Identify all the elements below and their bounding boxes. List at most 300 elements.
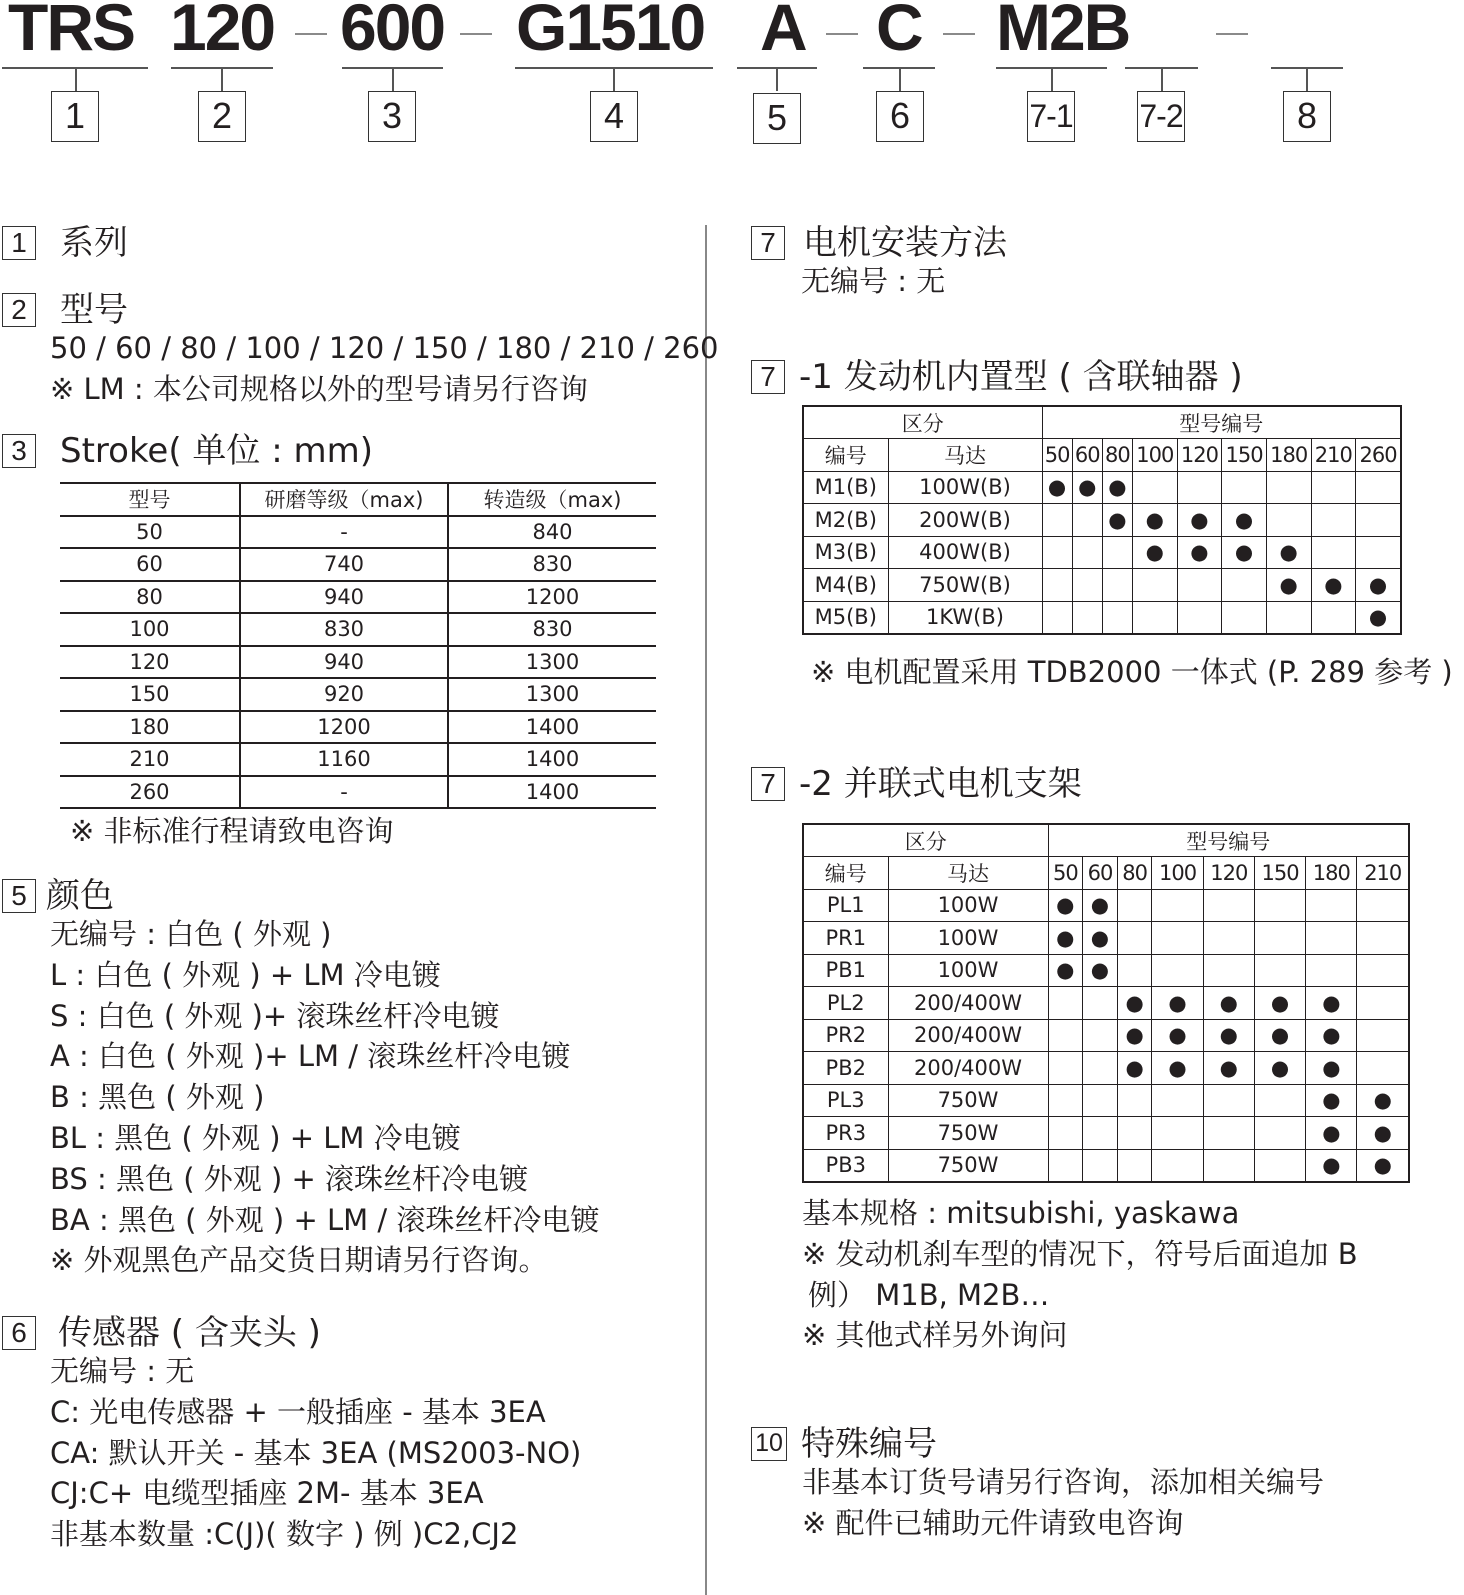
compatibility-cell bbox=[1072, 504, 1102, 537]
row-motor: 200W(B) bbox=[888, 504, 1042, 537]
compatible-dot: ● bbox=[1168, 1023, 1187, 1048]
compatible-dot: ● bbox=[1322, 1120, 1341, 1145]
sensor-option: CA: 默认开关 - 基本 3EA (MS2003-NO) bbox=[50, 1435, 582, 1470]
stroke-table bbox=[60, 482, 656, 809]
table-row bbox=[803, 922, 1409, 955]
compatibility-cell bbox=[1152, 922, 1203, 955]
compatible-dot: ● bbox=[1322, 1153, 1341, 1177]
compatibility-cell bbox=[1083, 987, 1118, 1020]
section-number-box: 7 bbox=[751, 767, 785, 801]
compatibility-cell bbox=[1357, 1019, 1409, 1052]
sensor-options-list bbox=[50, 1351, 581, 1555]
table-row bbox=[803, 536, 1401, 569]
row-motor: 1KW(B) bbox=[888, 601, 1042, 634]
table-cell: 740 bbox=[240, 548, 448, 581]
compatible-dot: ● bbox=[1090, 893, 1110, 918]
compatibility-cell bbox=[1254, 922, 1305, 955]
compatibility-cell bbox=[1132, 471, 1177, 504]
table-cell: 920 bbox=[240, 678, 448, 711]
compatibility-cell bbox=[1152, 1019, 1203, 1052]
compatibility-cell bbox=[1356, 504, 1401, 537]
table-header-row bbox=[803, 857, 1409, 890]
compatible-dot: ● bbox=[1145, 507, 1164, 532]
compatibility-cell bbox=[1083, 1117, 1118, 1150]
compatibility-cell bbox=[1254, 1117, 1305, 1150]
row-code: PL3 bbox=[803, 1084, 888, 1117]
compatibility-cell bbox=[1306, 987, 1357, 1020]
compatibility-cell bbox=[1102, 471, 1132, 504]
compatibility-cell bbox=[1356, 471, 1401, 504]
compatibility-cell bbox=[1356, 536, 1401, 569]
compatibility-cell bbox=[1083, 889, 1118, 922]
motor-parallel-note: ※ 其他式样另外询问 bbox=[802, 1318, 1068, 1353]
compatibility-cell bbox=[1102, 536, 1132, 569]
table-cell: 210 bbox=[60, 743, 240, 776]
compatibility-cell bbox=[1254, 1084, 1305, 1117]
table-row bbox=[803, 889, 1409, 922]
row-code: PL1 bbox=[803, 889, 888, 922]
table-row bbox=[60, 646, 656, 679]
sensor-option: CJ:C+ 电缆型插座 2M- 基本 3EA bbox=[50, 1476, 484, 1511]
color-option: A : 白色 ( 外观 )+ LM / 滚珠丝杆冷电镀 bbox=[50, 1039, 571, 1074]
compatibility-cell bbox=[1357, 987, 1409, 1020]
row-code: PB1 bbox=[803, 954, 888, 987]
table-row bbox=[60, 613, 656, 646]
compatible-dot: ● bbox=[1078, 475, 1097, 500]
row-motor: 100W bbox=[888, 922, 1048, 955]
compatible-dot: ● bbox=[1368, 572, 1388, 597]
code-position-box-4: 4 bbox=[590, 91, 638, 142]
compatible-dot: ● bbox=[1322, 1055, 1341, 1080]
color-option: BL : 黑色 ( 外观 ) + LM 冷电镀 bbox=[50, 1120, 461, 1155]
compatibility-cell bbox=[1222, 471, 1267, 504]
compatibility-cell bbox=[1048, 954, 1083, 987]
compatibility-cell bbox=[1306, 1019, 1357, 1052]
row-motor: 200/400W bbox=[888, 987, 1048, 1020]
compatibility-cell bbox=[1254, 889, 1305, 922]
compatible-dot: ● bbox=[1056, 893, 1075, 918]
table-cell: 50 bbox=[60, 516, 240, 549]
compatible-dot: ● bbox=[1373, 1088, 1392, 1113]
compatible-dot: ● bbox=[1322, 990, 1341, 1015]
compatibility-cell bbox=[1048, 1149, 1083, 1182]
compatible-dot: ● bbox=[1219, 1055, 1238, 1080]
compatibility-cell bbox=[1177, 569, 1222, 602]
compatibility-cell bbox=[1203, 1019, 1254, 1052]
compatible-dot: ● bbox=[1373, 1120, 1392, 1145]
compatibility-cell bbox=[1083, 922, 1118, 955]
separator-dash bbox=[826, 33, 858, 35]
column-header-code: 编号 bbox=[803, 439, 888, 472]
motor-mount-default: 无编号 : 无 bbox=[801, 264, 946, 298]
compatible-dot: ● bbox=[1090, 958, 1110, 983]
compatibility-cell bbox=[1117, 889, 1152, 922]
compatibility-cell bbox=[1306, 1052, 1357, 1085]
compatible-dot: ● bbox=[1108, 475, 1127, 500]
section-title: 颜色 bbox=[46, 876, 114, 916]
table-row bbox=[60, 516, 656, 549]
section-number-box: 7 bbox=[751, 360, 785, 394]
connector-line bbox=[1161, 69, 1163, 91]
compatible-dot: ● bbox=[1368, 605, 1388, 629]
table-row bbox=[60, 711, 656, 744]
compatible-dot: ● bbox=[1090, 925, 1110, 950]
color-options-list bbox=[50, 914, 599, 1281]
table-row bbox=[60, 743, 656, 776]
compatible-dot: ● bbox=[1234, 540, 1254, 565]
compatibility-cell bbox=[1306, 889, 1357, 922]
row-motor: 100W bbox=[888, 954, 1048, 987]
color-option: S : 白色 ( 外观 )+ 滚珠丝杆冷电镀 bbox=[50, 998, 500, 1033]
color-option: L : 白色 ( 外观 ) + LM 冷电镀 bbox=[50, 957, 441, 992]
row-code: M4(B) bbox=[803, 569, 888, 602]
color-option: 无编号 : 白色 ( 外观 ) bbox=[50, 917, 332, 951]
table-cell: 1200 bbox=[448, 581, 656, 614]
compatible-dot: ● bbox=[1125, 1023, 1144, 1048]
row-motor: 200/400W bbox=[888, 1019, 1048, 1052]
compatibility-cell bbox=[1266, 504, 1311, 537]
table-cell: 1400 bbox=[448, 711, 656, 744]
column-header: 型号 bbox=[60, 483, 240, 516]
table-row bbox=[803, 1019, 1409, 1052]
compatibility-cell bbox=[1072, 471, 1102, 504]
compatibility-cell bbox=[1152, 1149, 1203, 1182]
compatibility-cell bbox=[1203, 1117, 1254, 1150]
compatibility-cell bbox=[1072, 536, 1102, 569]
compatible-dot: ● bbox=[1270, 990, 1290, 1015]
row-motor: 750W bbox=[888, 1084, 1048, 1117]
compatibility-cell bbox=[1266, 536, 1311, 569]
compatibility-cell bbox=[1357, 954, 1409, 987]
compatibility-cell bbox=[1254, 954, 1305, 987]
compatible-dot: ● bbox=[1190, 507, 1209, 532]
compatible-dot: ● bbox=[1047, 475, 1067, 500]
row-code: PB3 bbox=[803, 1149, 888, 1182]
sensor-option: C: 光电传感器 + 一般插座 - 基本 3EA bbox=[50, 1394, 546, 1429]
compatibility-cell bbox=[1042, 471, 1072, 504]
compatible-dot: ● bbox=[1168, 990, 1187, 1015]
compatibility-cell bbox=[1357, 1117, 1409, 1150]
compatibility-cell bbox=[1072, 569, 1102, 602]
section-motor-mount-heading bbox=[751, 223, 1007, 263]
compatibility-cell bbox=[1203, 954, 1254, 987]
compatibility-cell bbox=[1203, 1052, 1254, 1085]
compatibility-cell bbox=[1306, 1084, 1357, 1117]
compatible-dot: ● bbox=[1056, 925, 1075, 950]
table-cell: 840 bbox=[448, 516, 656, 549]
table-cell: 1300 bbox=[448, 678, 656, 711]
compatibility-cell bbox=[1306, 1149, 1357, 1182]
table-header-row bbox=[803, 439, 1401, 472]
row-motor: 750W(B) bbox=[888, 569, 1042, 602]
column-header-code: 编号 bbox=[803, 857, 888, 890]
compatibility-cell bbox=[1254, 987, 1305, 1020]
table-cell: 940 bbox=[240, 581, 448, 614]
separator-dash bbox=[460, 33, 492, 35]
special-code-line: 非基本订货号请另行咨询，添加相关编号 bbox=[802, 1465, 1325, 1499]
compatibility-cell bbox=[1222, 601, 1267, 634]
motor-builtin-note: ※ 电机配置采用 TDB2000 一体式 (P. 289 参考 ) bbox=[811, 655, 1453, 689]
model-list: 50 / 60 / 80 / 100 / 120 / 150 / 180 / 210 / 260 bbox=[50, 331, 719, 365]
row-motor: 100W(B) bbox=[888, 471, 1042, 504]
group-header-model-code: 型号编号 bbox=[1048, 824, 1409, 857]
code-position-box-2: 2 bbox=[198, 91, 246, 142]
section-number-box: 10 bbox=[751, 1427, 787, 1461]
code-segment-motor: M2B bbox=[996, 0, 1130, 64]
section-motor-builtin-heading bbox=[751, 357, 1243, 397]
compatibility-cell bbox=[1254, 1052, 1305, 1085]
compatibility-cell bbox=[1083, 1149, 1118, 1182]
code-segment-lead: G1510 bbox=[516, 0, 705, 64]
compatibility-cell bbox=[1132, 504, 1177, 537]
table-row bbox=[803, 569, 1401, 602]
column-header-model: 100 bbox=[1152, 857, 1203, 890]
motor-builtin-table bbox=[802, 405, 1402, 635]
compatibility-cell bbox=[1306, 1117, 1357, 1150]
column-header-motor: 马达 bbox=[888, 439, 1042, 472]
code-position-box-5: 5 bbox=[753, 93, 801, 144]
row-code: M3(B) bbox=[803, 536, 888, 569]
column-header-model: 180 bbox=[1266, 439, 1311, 472]
compatibility-cell bbox=[1132, 536, 1177, 569]
sensor-option: 无编号 : 无 bbox=[50, 1354, 195, 1388]
compatible-dot: ● bbox=[1168, 1055, 1187, 1080]
compatible-dot: ● bbox=[1322, 1088, 1341, 1113]
row-motor: 100W bbox=[888, 889, 1048, 922]
compatibility-cell bbox=[1203, 987, 1254, 1020]
color-option: BS : 黑色 ( 外观 ) + 滚珠丝杆冷电镀 bbox=[50, 1161, 529, 1196]
compatibility-cell bbox=[1177, 601, 1222, 634]
compatibility-cell bbox=[1311, 504, 1356, 537]
table-cell: 830 bbox=[240, 613, 448, 646]
section-number-box: 1 bbox=[2, 226, 36, 260]
connector-line bbox=[1051, 69, 1053, 91]
section-title: 系列 bbox=[60, 223, 128, 263]
table-header-row bbox=[60, 483, 656, 516]
separator-dash bbox=[943, 33, 975, 35]
code-segment-color: A bbox=[760, 0, 806, 64]
compatibility-cell bbox=[1266, 569, 1311, 602]
compatible-dot: ● bbox=[1234, 507, 1254, 532]
table-cell: 100 bbox=[60, 613, 240, 646]
connector-line bbox=[75, 69, 77, 91]
compatibility-cell bbox=[1152, 1117, 1203, 1150]
model-note: ※ LM : 本公司规格以外的型号请另行咨询 bbox=[50, 372, 588, 406]
row-code: PR1 bbox=[803, 922, 888, 955]
column-header-motor: 马达 bbox=[888, 857, 1048, 890]
connector-line bbox=[221, 69, 223, 91]
connector-line bbox=[1306, 69, 1308, 91]
code-position-box-7-1: 7-1 bbox=[1027, 91, 1075, 142]
section-title: 型号 bbox=[60, 290, 128, 330]
code-segment-sensor: C bbox=[876, 0, 922, 64]
compatible-dot: ● bbox=[1279, 540, 1298, 565]
section-special-code-heading bbox=[751, 1424, 937, 1464]
color-note: ※ 外观黑色产品交货日期请另行咨询。 bbox=[50, 1243, 548, 1278]
compatibility-cell bbox=[1311, 471, 1356, 504]
section-number-box: 6 bbox=[2, 1316, 36, 1350]
code-position-box-1: 1 bbox=[51, 91, 99, 142]
stroke-note: ※ 非标准行程请致电咨询 bbox=[70, 814, 394, 848]
compatible-dot: ● bbox=[1373, 1153, 1392, 1177]
compatibility-cell bbox=[1048, 922, 1083, 955]
compatibility-cell bbox=[1048, 987, 1083, 1020]
compatibility-cell bbox=[1152, 889, 1203, 922]
section-title: -2 并联式电机支架 bbox=[799, 764, 1082, 804]
compatibility-cell bbox=[1152, 987, 1203, 1020]
column-header-model: 60 bbox=[1072, 439, 1102, 472]
compatibility-cell bbox=[1203, 889, 1254, 922]
compatible-dot: ● bbox=[1219, 1023, 1238, 1048]
special-code-lines bbox=[802, 1462, 1324, 1544]
compatibility-cell bbox=[1177, 504, 1222, 537]
motor-parallel-note: 例） M1B, M2B… bbox=[808, 1277, 1050, 1312]
compatibility-cell bbox=[1117, 987, 1152, 1020]
compatibility-cell bbox=[1102, 504, 1132, 537]
special-code-line: ※ 配件已辅助元件请致电咨询 bbox=[802, 1505, 1184, 1540]
section-model-heading bbox=[2, 290, 128, 330]
compatible-dot: ● bbox=[1125, 1055, 1144, 1080]
compatibility-cell bbox=[1072, 601, 1102, 634]
compatibility-cell bbox=[1306, 954, 1357, 987]
code-position-box-3: 3 bbox=[368, 91, 416, 142]
table-row bbox=[60, 678, 656, 711]
compatibility-cell bbox=[1266, 601, 1311, 634]
column-header-model: 150 bbox=[1222, 439, 1267, 472]
row-code: M5(B) bbox=[803, 601, 888, 634]
motor-parallel-table bbox=[802, 823, 1410, 1183]
row-motor: 750W bbox=[888, 1117, 1048, 1150]
table-row bbox=[60, 548, 656, 581]
table-cell: 60 bbox=[60, 548, 240, 581]
compatibility-cell bbox=[1254, 1149, 1305, 1182]
compatible-dot: ● bbox=[1108, 507, 1127, 532]
table-cell: 150 bbox=[60, 678, 240, 711]
row-motor: 200/400W bbox=[888, 1052, 1048, 1085]
table-cell: - bbox=[240, 776, 448, 809]
compatibility-cell bbox=[1083, 1052, 1118, 1085]
table-cell: 830 bbox=[448, 613, 656, 646]
compatibility-cell bbox=[1083, 1019, 1118, 1052]
compatibility-cell bbox=[1048, 1052, 1083, 1085]
column-header-model: 50 bbox=[1048, 857, 1083, 890]
compatibility-cell bbox=[1357, 1084, 1409, 1117]
separator-dash bbox=[295, 33, 327, 35]
section-title: Stroke( 单位 : mm) bbox=[60, 431, 373, 471]
table-row bbox=[803, 1052, 1409, 1085]
compatibility-cell bbox=[1083, 954, 1118, 987]
table-cell: 1400 bbox=[448, 776, 656, 809]
table-cell: 940 bbox=[240, 646, 448, 679]
column-header: 转造级（max) bbox=[448, 483, 656, 516]
compatibility-cell bbox=[1254, 1019, 1305, 1052]
compatibility-cell bbox=[1048, 1117, 1083, 1150]
connector-line bbox=[899, 69, 901, 91]
compatibility-cell bbox=[1048, 1084, 1083, 1117]
color-option: B : 黑色 ( 外观 ) bbox=[50, 1080, 265, 1115]
motor-parallel-note: 基本规格 : mitsubishi, yaskawa bbox=[802, 1196, 1240, 1230]
compatibility-cell bbox=[1357, 1052, 1409, 1085]
column-header-model: 120 bbox=[1177, 439, 1222, 472]
column-header-model: 210 bbox=[1311, 439, 1356, 472]
table-cell: - bbox=[240, 516, 448, 549]
compatibility-cell bbox=[1311, 569, 1356, 602]
table-row bbox=[803, 1084, 1409, 1117]
connector-line bbox=[776, 69, 778, 91]
table-cell: 1160 bbox=[240, 743, 448, 776]
compatibility-cell bbox=[1102, 569, 1132, 602]
column-header-model: 100 bbox=[1132, 439, 1177, 472]
compatibility-cell bbox=[1083, 1084, 1118, 1117]
table-cell: 120 bbox=[60, 646, 240, 679]
compatibility-cell bbox=[1152, 1084, 1203, 1117]
code-segment-series: TRS bbox=[8, 0, 134, 64]
compatibility-cell bbox=[1117, 1117, 1152, 1150]
table-row bbox=[803, 504, 1401, 537]
column-divider bbox=[705, 225, 707, 1595]
table-cell: 260 bbox=[60, 776, 240, 809]
compatible-dot: ● bbox=[1145, 540, 1164, 565]
compatibility-cell bbox=[1203, 1149, 1254, 1182]
motor-parallel-notes bbox=[802, 1193, 1358, 1356]
compatibility-cell bbox=[1203, 1084, 1254, 1117]
column-header: 研磨等级（max) bbox=[240, 483, 448, 516]
compatibility-cell bbox=[1042, 601, 1072, 634]
table-row bbox=[60, 776, 656, 809]
compatible-dot: ● bbox=[1125, 990, 1144, 1015]
compatibility-cell bbox=[1177, 471, 1222, 504]
compatibility-cell bbox=[1152, 954, 1203, 987]
section-number-box: 7 bbox=[751, 226, 785, 260]
table-cell: 80 bbox=[60, 581, 240, 614]
compatibility-cell bbox=[1222, 569, 1267, 602]
separator-dash bbox=[1216, 33, 1248, 35]
column-header-model: 150 bbox=[1254, 857, 1305, 890]
compatible-dot: ● bbox=[1324, 572, 1343, 597]
code-segment-model: 120 bbox=[170, 0, 275, 64]
row-code: PR2 bbox=[803, 1019, 888, 1052]
compatible-dot: ● bbox=[1270, 1023, 1290, 1048]
compatibility-cell bbox=[1042, 569, 1072, 602]
section-title: 电机安装方法 bbox=[803, 223, 1007, 263]
compatibility-cell bbox=[1102, 601, 1132, 634]
section-number-box: 3 bbox=[2, 434, 36, 468]
group-header-model-code: 型号编号 bbox=[1042, 406, 1401, 439]
table-cell: 1400 bbox=[448, 743, 656, 776]
row-motor: 750W bbox=[888, 1149, 1048, 1182]
column-header-model: 60 bbox=[1083, 857, 1118, 890]
compatibility-cell bbox=[1222, 504, 1267, 537]
compatibility-cell bbox=[1177, 536, 1222, 569]
section-title: -1 发动机内置型 ( 含联轴器 ) bbox=[799, 357, 1243, 397]
column-header-model: 80 bbox=[1117, 857, 1152, 890]
compatibility-cell bbox=[1357, 922, 1409, 955]
section-color-heading bbox=[2, 876, 114, 916]
compatibility-cell bbox=[1117, 1084, 1152, 1117]
table-cell: 180 bbox=[60, 711, 240, 744]
column-header-model: 120 bbox=[1203, 857, 1254, 890]
compatibility-cell bbox=[1042, 504, 1072, 537]
column-header-model: 80 bbox=[1102, 439, 1132, 472]
compatible-dot: ● bbox=[1270, 1055, 1290, 1080]
compatible-dot: ● bbox=[1190, 540, 1209, 565]
compatibility-cell bbox=[1132, 601, 1177, 634]
row-code: PR3 bbox=[803, 1117, 888, 1150]
table-cell: 1300 bbox=[448, 646, 656, 679]
table-row bbox=[60, 581, 656, 614]
section-sensor-heading bbox=[2, 1313, 321, 1353]
table-row bbox=[803, 1149, 1409, 1182]
